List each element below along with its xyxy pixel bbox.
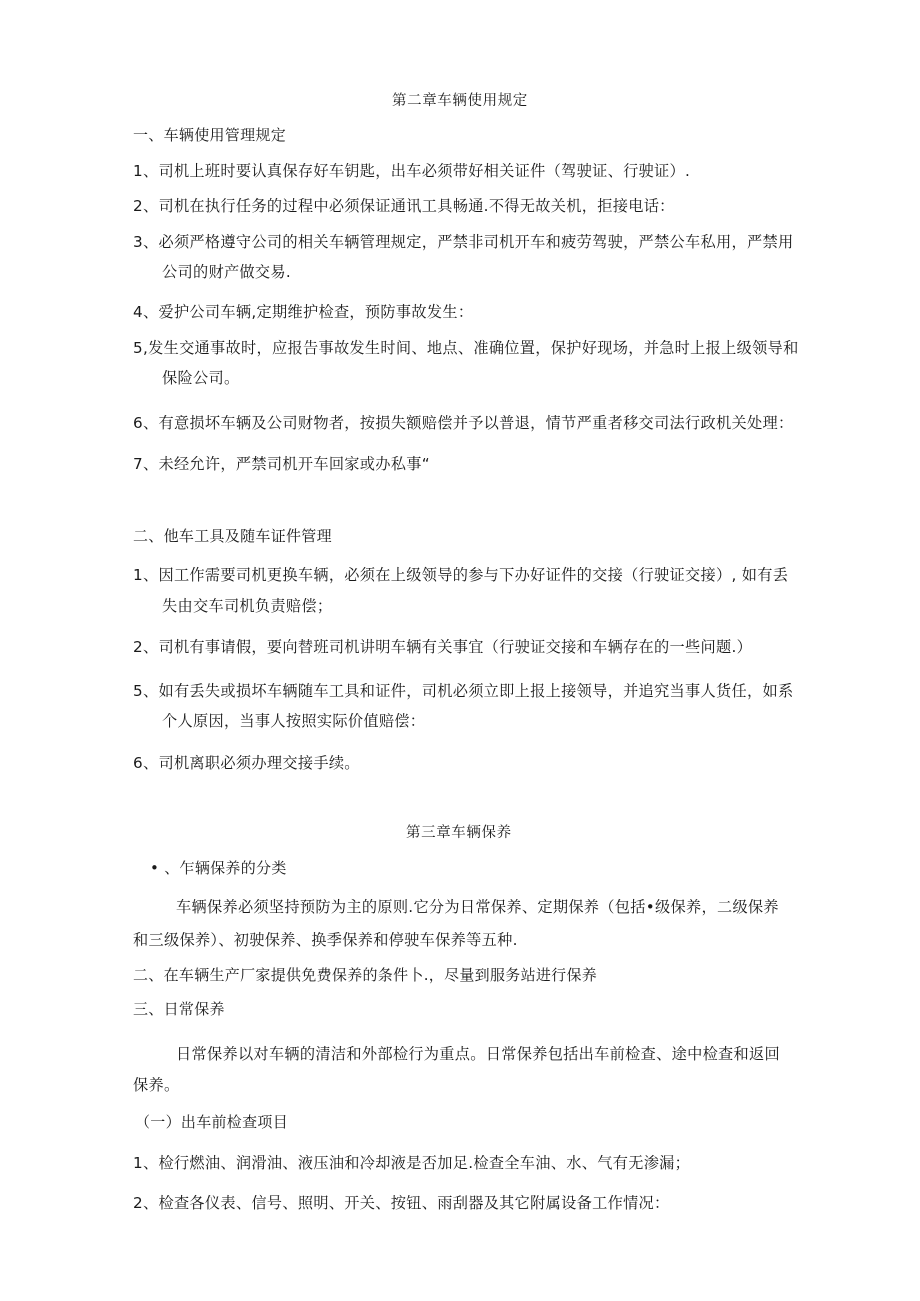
rule-item-line-continued: 保险公司。 <box>162 369 240 387</box>
paragraph-line: 和三级保养）、初驶保养、换季保养和停驶车保养等五种. <box>133 931 518 949</box>
check-item-line: 2、检查各仪表、信号、照明、开关、按钮、雨刮器及其它附属设备工作情况： <box>133 1194 670 1212</box>
rule-item-line-continued: 个人原因，当事人按照实际价值赔偿： <box>162 712 426 730</box>
rule-item-line: 2、司机有事请假，要向替班司机讲明车辆有关事宜（行驶证交接和车辆存在的一些问题.） <box>133 638 753 656</box>
subheading-pre-departure-checks: （一）出车前检查项目 <box>135 1113 289 1131</box>
section-heading-maintenance-types: • 、乍辆保养的分类 <box>150 859 287 877</box>
chapter-3-title: 第三章车辆保养 <box>406 825 512 841</box>
rule-item-line: 6、司机离职必须办理交接手续。 <box>133 754 360 772</box>
rule-item-line: 1、因工作需要司机更换车辆，必须在上级领导的参与下办好证件的交接（行驶证交接）, 如有丢 <box>133 566 789 584</box>
chapter-2-title: 第二章车辆使用规定 <box>392 93 528 109</box>
rule-item-line-continued: 公司的财产做交易. <box>162 263 292 281</box>
rule-item-line: 5,发生交通事故时，应报告事故发生时间、地点、准确位置，保护好现场，并急时上报上级领导和 <box>133 339 799 357</box>
rule-item-line: 6、有意损坏车辆及公司财物者，按损失额赔偿并予以普退，情节严重者移交司法行政机关处理： <box>133 414 794 432</box>
rule-item-line: 3、必须严格遵守公司的相关车辆管理规定，严禁非司机开车和疲劳驾驶，严禁公车私用，严禁用 <box>133 233 794 251</box>
paragraph-line: 日常保养以对车辆的清洁和外部检行为重点。日常保养包括出车前检查、途中检查和返回 <box>176 1045 781 1063</box>
rule-item-line: 4、爱护公司车辆,定期维护检查，预防事故发生： <box>133 303 474 321</box>
section-heading-vehicle-use: 一、车辆使用管理规定 <box>133 126 287 144</box>
paragraph-line: 车辆保养必须坚持预防为主的原则.它分为日常保养、定期保养（包括•级保养，二级保养 <box>176 898 779 916</box>
rule-item-line: 7、未经允许，严禁司机开车回家或办私事“ <box>133 455 430 473</box>
check-item-line: 1、检行燃油、润滑油、液压油和冷却液是否加足.检查全车油、水、气有无渗漏； <box>133 1154 691 1172</box>
rule-item-line: 2、司机在执行任务的过程中必须保证通讯工具畅通.不得无故关机，拒接电话： <box>133 197 675 215</box>
paragraph-line: 保养。 <box>133 1076 180 1094</box>
rule-item-line-continued: 失由交车司机负责赔偿； <box>162 597 333 615</box>
section-heading-tools-documents: 二、他车工具及随车证件管理 <box>133 527 332 545</box>
rule-item-line: 5、如有丢失或损坏车辆随车工具和证件，司机必须立即上报上接领导，并追究当事人货任，如系 <box>133 682 794 700</box>
section-heading-daily-maintenance: 三、日常保养 <box>133 1000 225 1018</box>
section-heading-service-station: 二、在车辆生产厂家提供免费保养的条件卜.，尽量到服务站进行保养 <box>133 966 598 984</box>
rule-item-line: 1、司机上班时要认真保存好车钥匙，出车必须带好相关证件（驾驶证、行驶证）. <box>133 162 691 180</box>
